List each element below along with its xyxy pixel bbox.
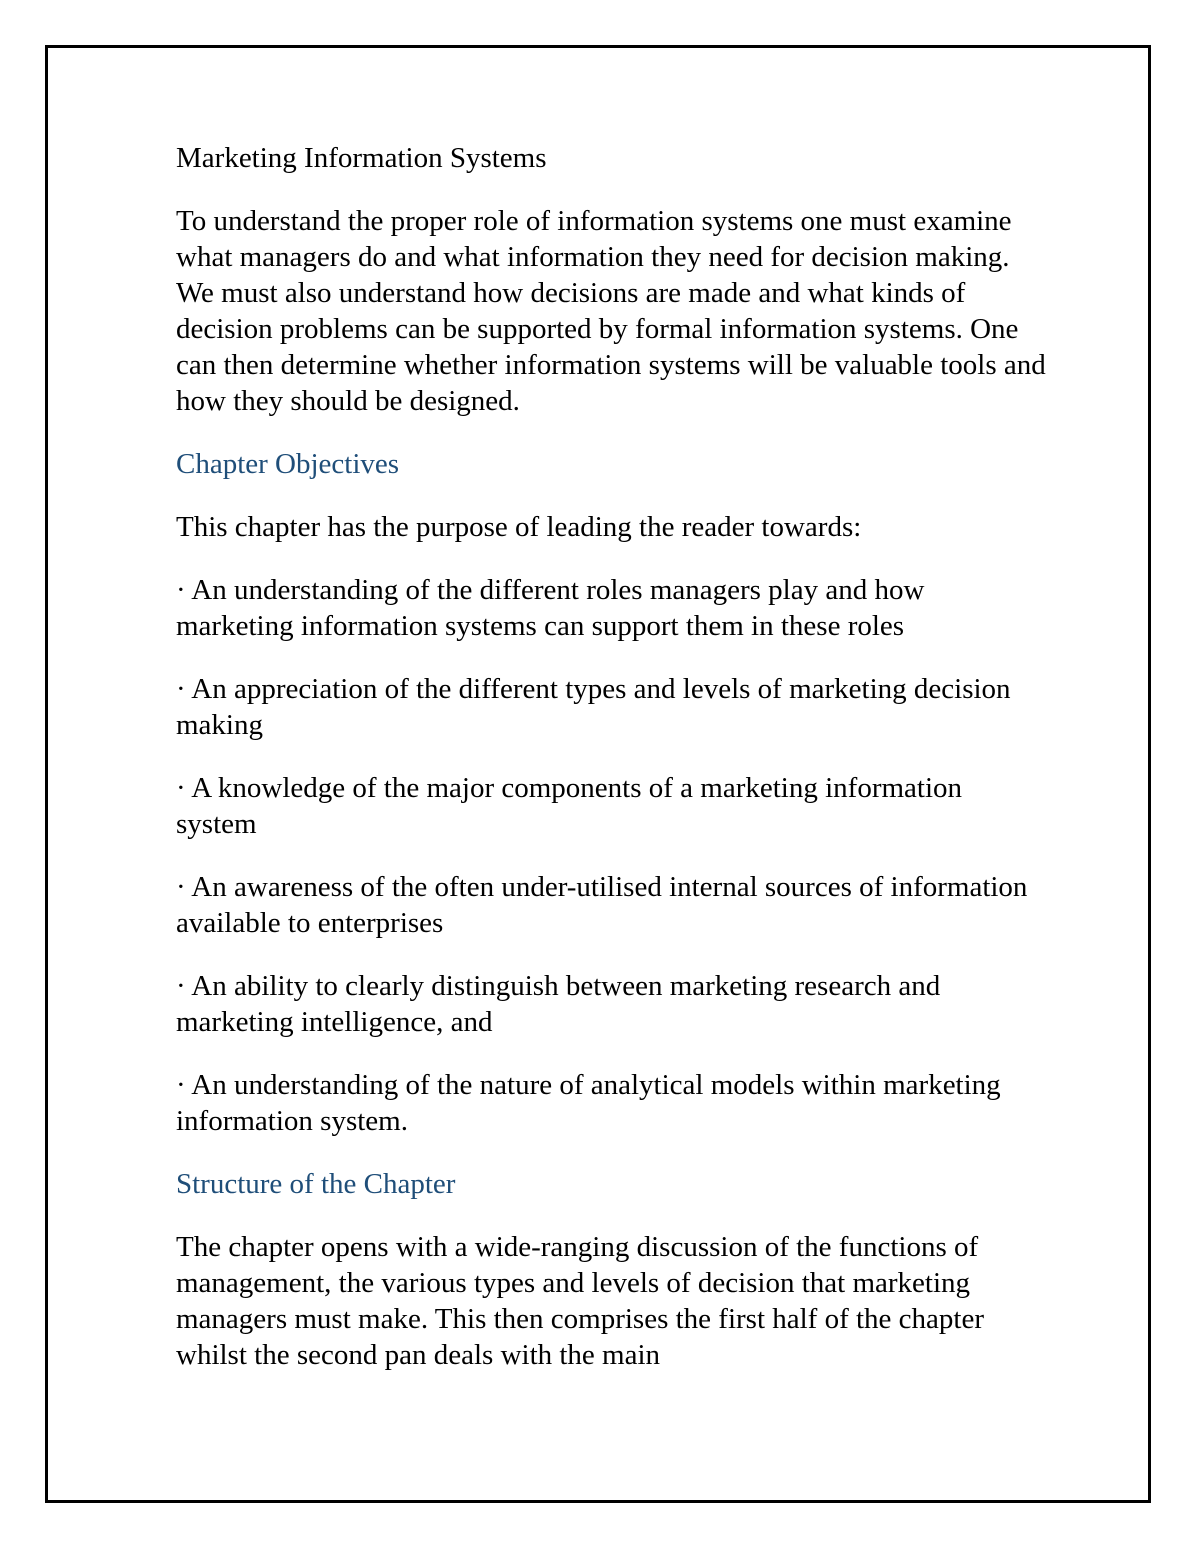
objective-item: · An awareness of the often under-utilised internal sources of information available to enterprises	[176, 871, 1028, 939]
structure-heading: Structure of the Chapter	[176, 1168, 456, 1200]
objective-item: · A knowledge of the major components of a marketing information system	[176, 772, 963, 840]
objective-item: · An appreciation of the different types and levels of marketing decision making	[176, 673, 1011, 741]
objectives-heading: Chapter Objectives	[176, 448, 400, 480]
objective-item: · An understanding of the different roles managers play and how marketing information systems can support them in these roles	[176, 574, 925, 642]
structure-paragraph: The chapter opens with a wide-ranging discussion of the functions of management, the various types and levels of decision that marketing managers must make. This then comprises the first half of the chapter whilst the second pan deals with the main	[176, 1231, 985, 1371]
intro-paragraph: To understand the proper role of information systems one must examine what managers do and what information they need for decision making. We must also understand how decisions are made and what kinds of decision problems can be supported by formal information systems. One can then determine whether information systems will be valuable tools and how they should be designed.	[176, 205, 1046, 417]
document-title: Marketing Information Systems	[176, 142, 547, 174]
document-body	[176, 140, 1046, 1400]
objective-item: · An ability to clearly distinguish between marketing research and marketing intelligence, and	[176, 970, 941, 1038]
objectives-lead: This chapter has the purpose of leading the reader towards:	[176, 511, 862, 543]
objective-item: · An understanding of the nature of analytical models within marketing information system.	[176, 1069, 1001, 1137]
